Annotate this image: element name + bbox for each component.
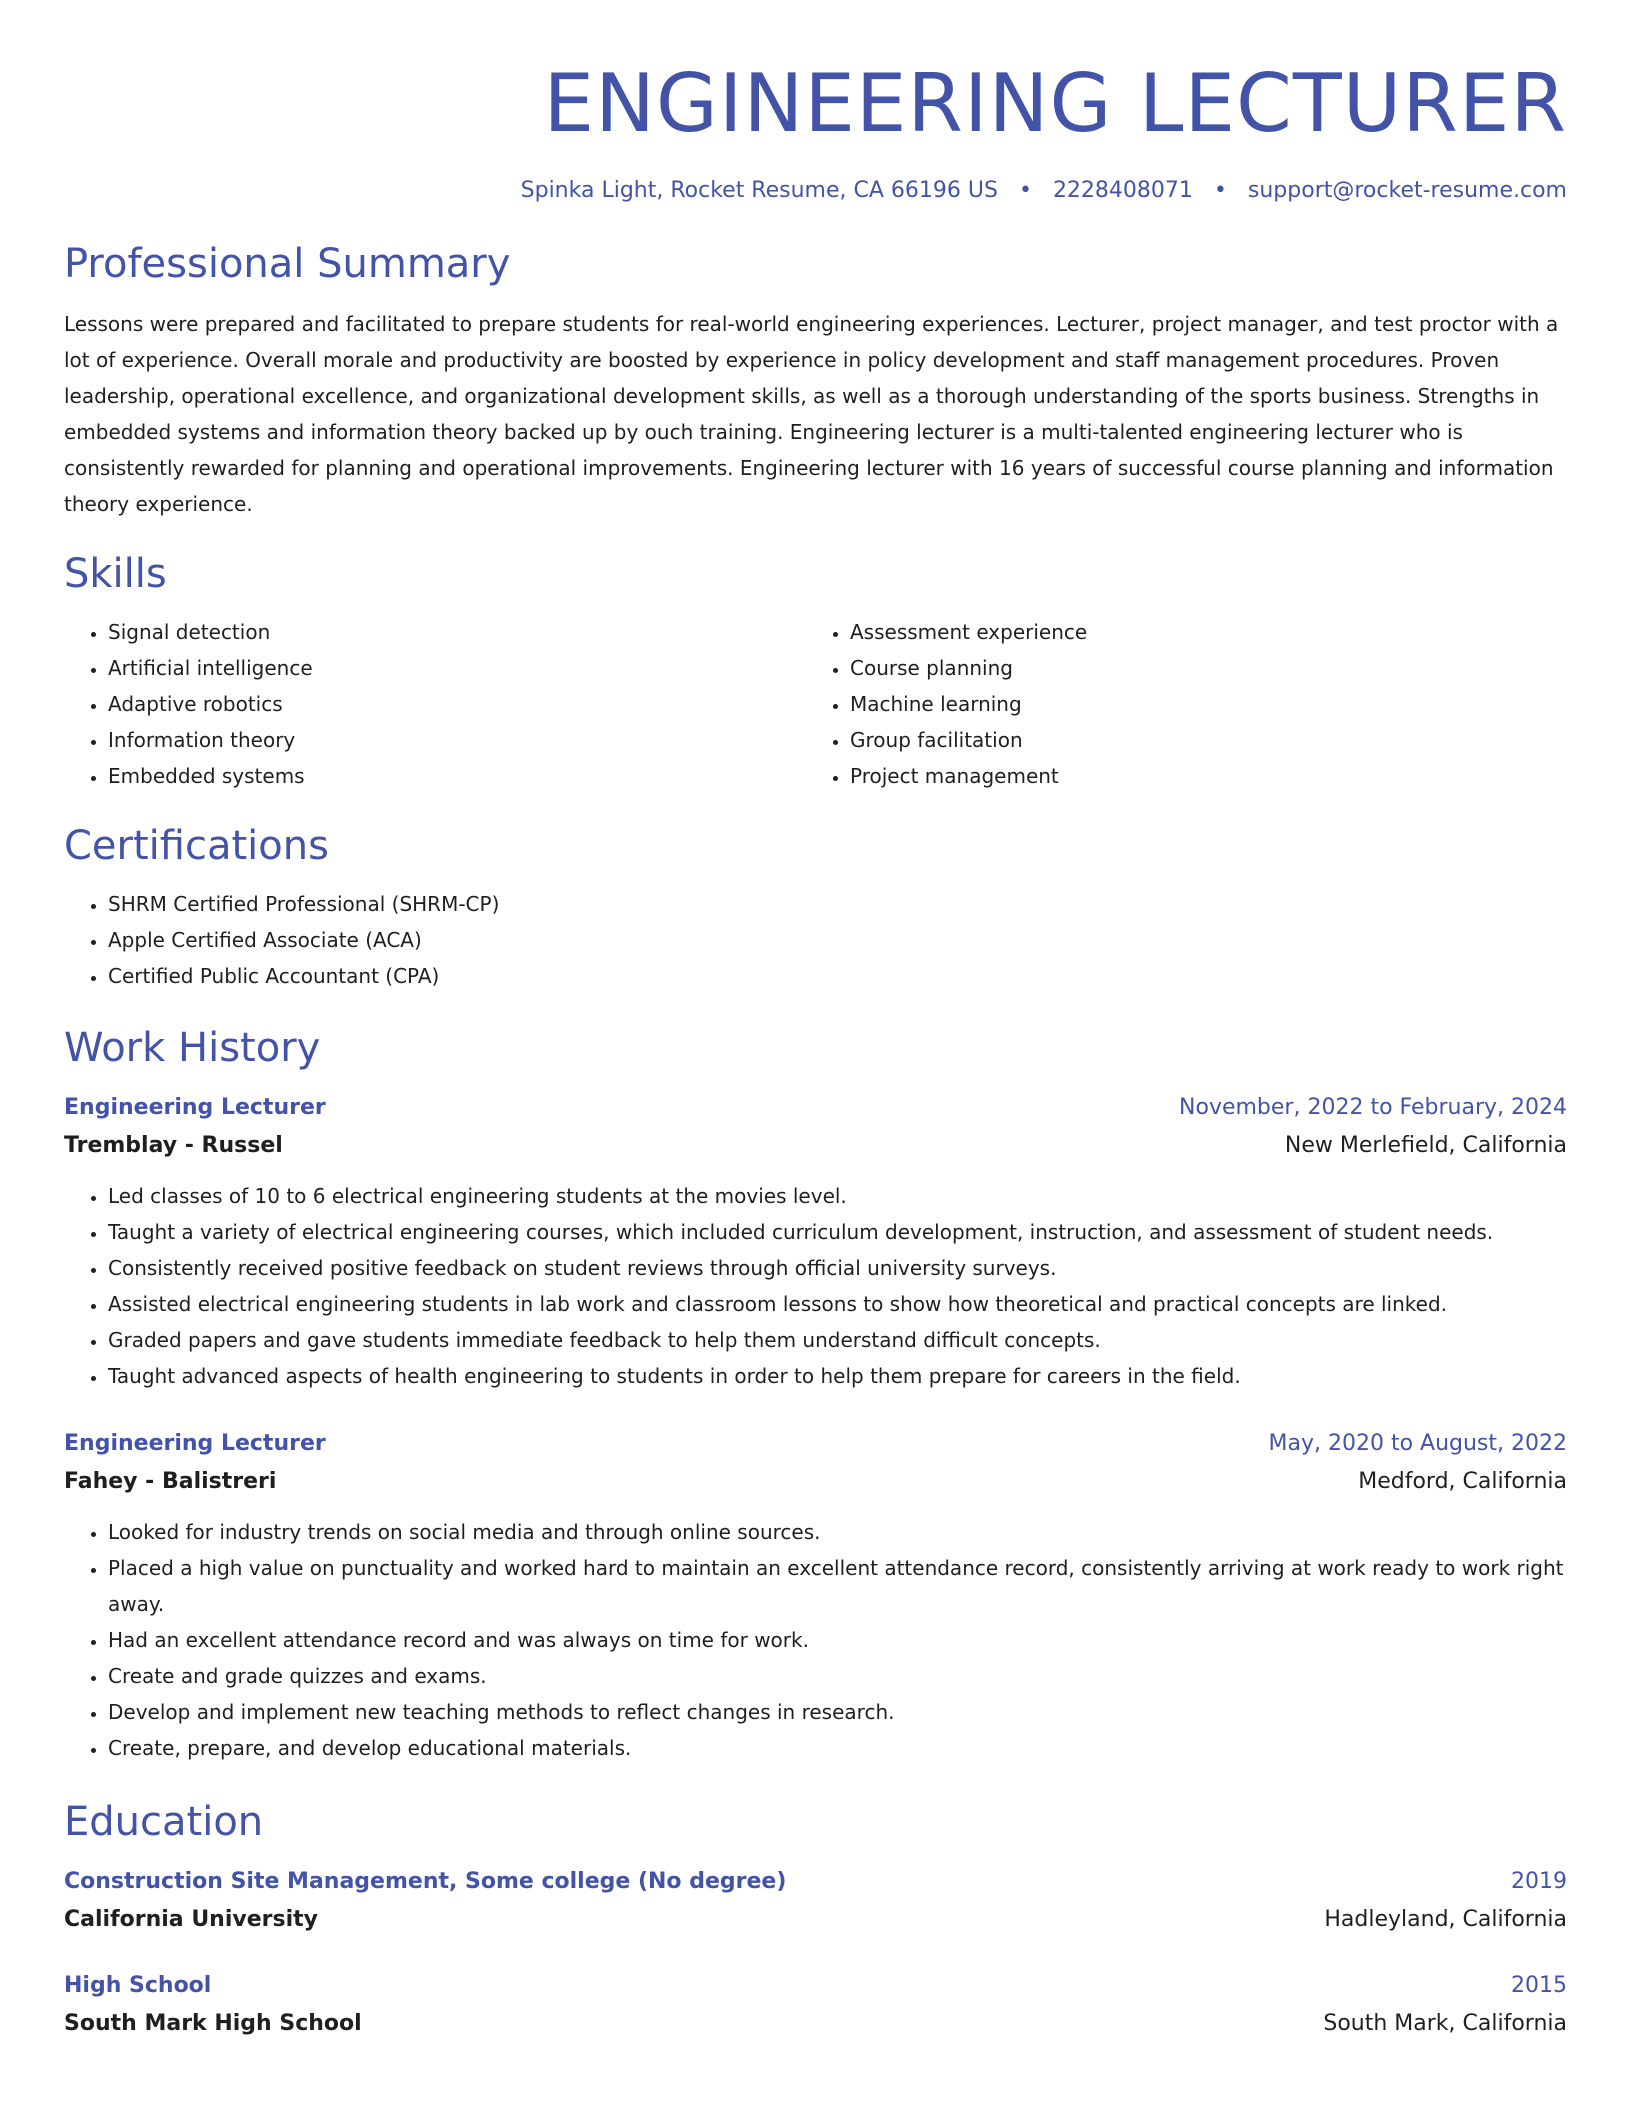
contact-phone[interactable]: 2228408071 [1052, 178, 1193, 203]
contact-separator: • [1018, 178, 1032, 203]
education-header-row [64, 1968, 1567, 2004]
contact-address: Spinka Light, Rocket Resume, CA 66196 US [520, 178, 998, 203]
job-company: Tremblay - Russel [64, 1133, 283, 1158]
job-header-row [64, 1426, 1567, 1462]
job-bullet: • Graded papers and gave students immediate feedback to help them understand difficult concepts. [108, 1322, 1567, 1358]
job-entry [64, 1426, 1567, 1766]
contact-line [64, 174, 1567, 208]
skill-item: • Signal detection [108, 614, 806, 650]
education-school-row [64, 2004, 1567, 2044]
skills-grid [64, 614, 1567, 794]
contact-separator: • [1213, 178, 1227, 203]
skill-item: • Artificial intelligence [108, 650, 806, 686]
education-location: Hadleyland, California [1324, 1907, 1567, 1932]
skill-item: • Assessment experience [850, 614, 1548, 650]
job-location: New Merlefield, California [1284, 1133, 1567, 1158]
education-year: 2015 [1511, 1973, 1567, 1998]
work-history-heading: Work History [64, 1025, 321, 1071]
job-bullet: • Assisted electrical engineering students in lab work and classroom lessons to show how theoretical and practical concepts are linked. [108, 1286, 1567, 1322]
job-bullets [64, 1178, 1567, 1394]
job-bullet: • Consistently received positive feedback on student reviews through official university surveys. [108, 1250, 1567, 1286]
job-bullet: • Create, prepare, and develop educational materials. [108, 1730, 1567, 1766]
skills-column-left [64, 614, 806, 794]
education-heading: Education [64, 1799, 264, 1845]
job-bullet: • Taught advanced aspects of health engineering to students in order to help them prepare for careers in the field. [108, 1358, 1567, 1394]
job-company-row [64, 1462, 1567, 1502]
skill-item: • Information theory [108, 722, 806, 758]
education-header-row [64, 1864, 1567, 1900]
education-school-row [64, 1900, 1567, 1940]
job-bullet: • Create and grade quizzes and exams. [108, 1658, 1567, 1694]
job-company-row [64, 1126, 1567, 1166]
job-header-row [64, 1090, 1567, 1126]
job-bullet: • Led classes of 10 to 6 electrical engineering students at the movies level. [108, 1178, 1567, 1214]
certifications-list [64, 886, 1567, 994]
skill-item: • Group facilitation [850, 722, 1548, 758]
job-bullet: • Had an excellent attendance record and was always on time for work. [108, 1622, 1567, 1658]
skill-item: • Adaptive robotics [108, 686, 806, 722]
certification-item: • Certified Public Accountant (CPA) [108, 958, 1567, 994]
resume-page [64, 0, 1567, 2044]
job-bullets [64, 1514, 1567, 1766]
resume-name: ENGINEERING LECTURER [543, 57, 1567, 150]
education-school: California University [64, 1907, 318, 1932]
job-dates: November, 2022 to February, 2024 [1179, 1095, 1567, 1120]
education-year: 2019 [1511, 1869, 1567, 1894]
education-entry [64, 1968, 1567, 2044]
skill-item: • Embedded systems [108, 758, 806, 794]
skills-heading: Skills [64, 551, 167, 597]
job-entry [64, 1090, 1567, 1394]
education-degree: High School [64, 1973, 212, 1998]
job-dates: May, 2020 to August, 2022 [1268, 1431, 1567, 1456]
summary-text: Lessons were prepared and facilitated to prepare students for real-world engineering experiences. Lecturer, project manager, and test proctor with a lot of experience. Overall morale and productivity are boosted by experience in policy development and staff management procedures. Proven leadership, operational excellence, and organizational development skills, as well as a thorough understanding of the sports business. Strengths in embedded systems and information theory backed up by ouch training. Engineering lecturer is a multi-talented engineering lecturer who is consistently rewarded for planning and operational improvements. Engineering lecturer with 16 years of successful course planning and information theory experience. [64, 312, 1559, 516]
job-company: Fahey - Balistreri [64, 1469, 277, 1494]
skill-item: • Project management [850, 758, 1548, 794]
skills-list-left [64, 614, 806, 794]
job-bullet: • Looked for industry trends on social media and through online sources. [108, 1514, 1567, 1550]
job-bullet: • Develop and implement new teaching methods to reflect changes in research. [108, 1694, 1567, 1730]
summary-heading: Professional Summary [64, 241, 511, 287]
job-title: Engineering Lecturer [64, 1431, 326, 1456]
job-title: Engineering Lecturer [64, 1095, 326, 1120]
education-school: South Mark High School [64, 2011, 362, 2036]
skills-column-right [806, 614, 1548, 794]
certification-item: • SHRM Certified Professional (SHRM-CP) [108, 886, 1567, 922]
certification-item: • Apple Certified Associate (ACA) [108, 922, 1567, 958]
job-bullet: • Taught a variety of electrical engineering courses, which included curriculum development, instruction, and assessment of student needs. [108, 1214, 1567, 1250]
contact-email[interactable]: support@rocket-resume.com [1247, 178, 1567, 203]
skill-item: • Machine learning [850, 686, 1548, 722]
skill-item: • Course planning [850, 650, 1548, 686]
education-degree: Construction Site Management, Some college (No degree) [64, 1869, 787, 1894]
skills-list-right [806, 614, 1548, 794]
education-location: South Mark, California [1323, 2011, 1567, 2036]
job-bullet: • Placed a high value on punctuality and worked hard to maintain an excellent attendance record, consistently arriving at work ready to work right away. [108, 1550, 1567, 1622]
job-location: Medford, California [1358, 1469, 1567, 1494]
education-entry [64, 1864, 1567, 1940]
certifications-heading: Certifications [64, 823, 329, 869]
